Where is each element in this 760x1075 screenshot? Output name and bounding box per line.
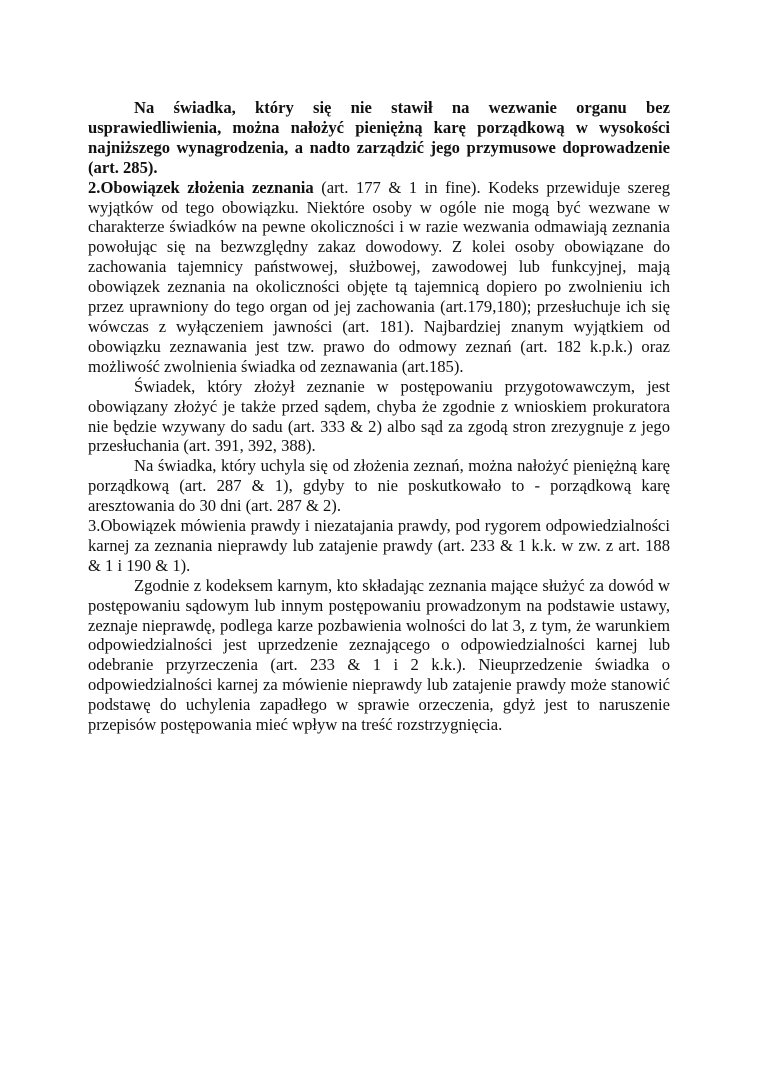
paragraph-penalty-for-refusal: Na świadka, który uchyla się od złożenia zeznań, można nałożyć pieniężną karę porządkową (art. 287 & 1), gdyby to nie poskutkowało to - porządkową karę aresztowania do 30 dni (art. 287 & 2).: [88, 456, 670, 516]
paragraph-criminal-code: Zgodnie z kodeksem karnym, kto składając zeznania mające służyć za dowód w postępowaniu sądowym lub innym postępowaniu prowadzonym na podstawie ustawy, zeznaje nieprawdę, podlega karze pozbawienia wolności do lat 3, z tym, że warunkiem odpowiedzialności jest uprzedzenie zeznającego o odpowiedzialności karnej lub odebranie przyrzeczenia (art. 233 & 1 i 2 k.k.). Nieuprzedzenie świadka o odpowiedzialności karnej za mówienie nieprawdy lub zatajenie prawdy może stanowić podstawę do uchylenia zapadłego w sprawie orzeczenia, gdyż jest to naruszenie przepisów postępowania mieć wpływ na treść rozstrzygnięcia.: [88, 575, 670, 735]
paragraph-duty-to-testify-body: (art. 177 & 1 in fine). Kodeks przewiduje szereg wyjątków od tego obowiązku. Niektóre osoby w ogóle nie mogą być wezwane w charakterze świadków na pewne okoliczności i w razie wezwania odmawiają zeznania powołując się na bezwzględny zakaz dowodowy. Z kolei osoby obowiązane do zachowania tajemnicy państwowej, służbowej, zawodowej lub funkcyjnej, mają obowiązek zeznania na okoliczności objęte tą tajemnicą dopiero po zwolnieniu ich przez uprawniony do tego organ od jej zachowania (art.179,180); przesłuchuje ich się wówczas z wyłączeniem jawności (art. 181). Najbardziej znanym wyjątkiem od obowiązku zeznawania jest tzw. prawo do odmowy zeznań (art. 182 k.p.k.) oraz możliwość zwolnienia świadka od zeznawania (art.185).: [88, 177, 670, 376]
section-heading-duty-to-testify: 2.Obowiązek złożenia zeznania: [88, 177, 314, 197]
document-page: [88, 98, 670, 735]
paragraph-duty-to-testify: [88, 178, 670, 377]
paragraph-testimony-before-court: Świadek, który złożył zeznanie w postępowaniu przygotowawczym, jest obowiązany złożyć je także przed sądem, chyba że zgodnie z wnioskiem prokuratora nie będzie wzywany do sadu (art. 333 & 2) albo sąd za zgodą stron zrezygnuje z jego przesłuchania (art. 391, 392, 388).: [88, 376, 670, 456]
paragraph-duty-of-truth: 3.Obowiązek mówienia prawdy i niezatajania prawdy, pod rygorem odpowiedzialności karnej za zeznania nieprawdy lub zatajenie prawdy (art. 233 & 1 k.k. w zw. z art. 188 & 1 i 190 & 1).: [88, 516, 670, 575]
paragraph-penalty-for-absence: Na świadka, który się nie stawił na wezwanie organu bez usprawiedliwienia, można nałożyć pieniężną karę porządkową w wysokości najniższego wynagrodzenia, a nadto zarządzić jego przymusowe doprowadzenie (art. 285).: [88, 98, 670, 177]
